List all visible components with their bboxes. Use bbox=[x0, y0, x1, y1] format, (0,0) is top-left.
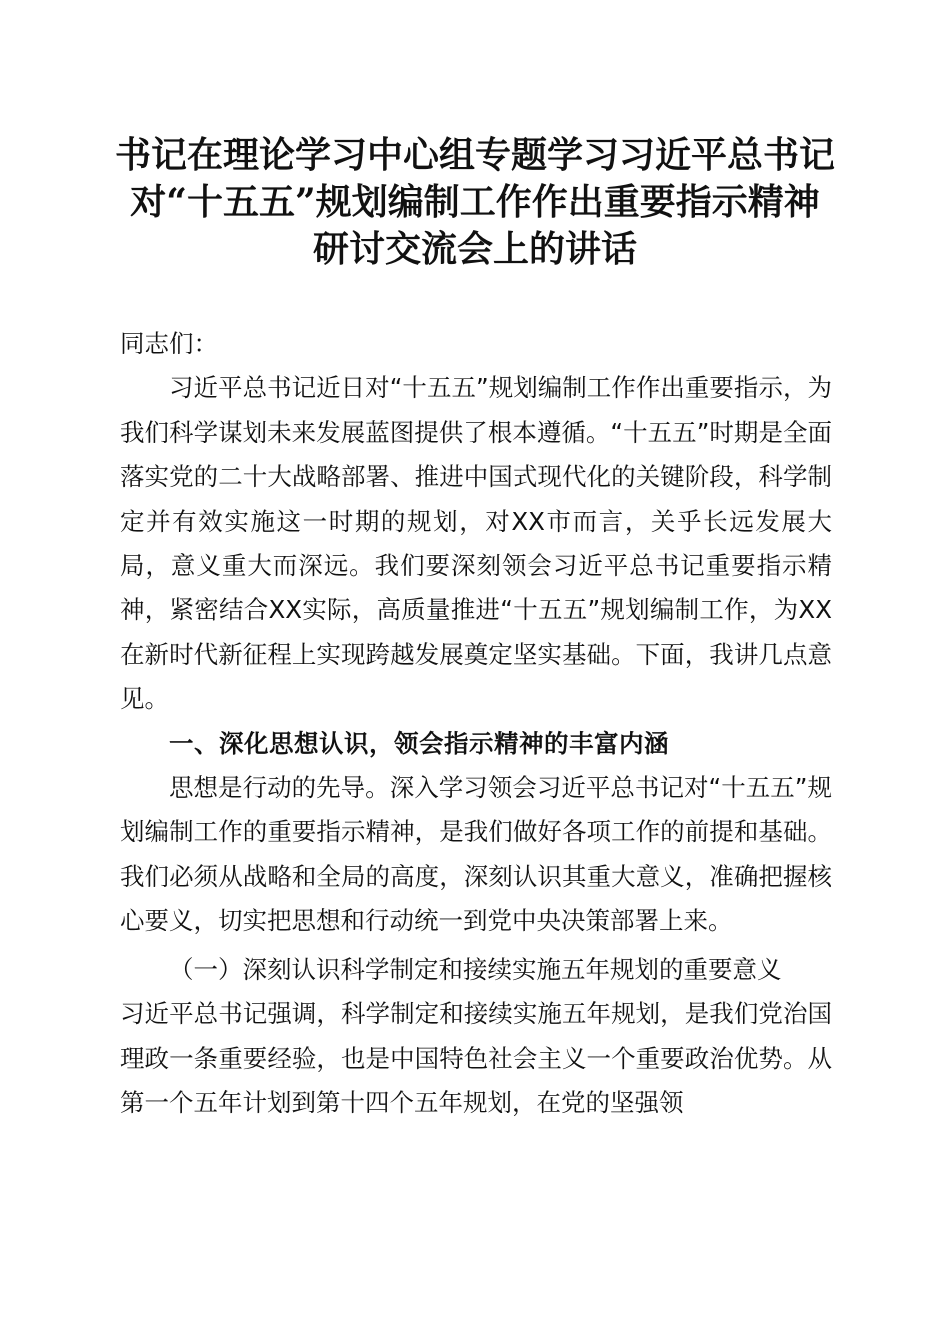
subsection-heading-1: （一）深刻认识科学制定和接续实施五年规划的重要意义 bbox=[169, 954, 782, 984]
section-1-paragraph: 思想是行动的先导。深入学习领会习近平总书记对“十五五”规划编制工作的重要指示精神，是我们做好各项工作的前提和基础。我们必须从战略和全局的高度，深刻认识其重大意义，准确把握核心要义，切实把思想和行动统一到党中央决策部署上来。 bbox=[120, 773, 832, 936]
document-body bbox=[120, 322, 832, 1125]
title-line-3: 研讨交流会上的讲话 bbox=[312, 228, 637, 270]
salutation: 同志们： bbox=[120, 329, 218, 358]
section-heading-1: 一、深化思想认识，领会指示精神的丰富内涵 bbox=[169, 728, 669, 758]
subsection-1-paragraph: 习近平总书记强调，科学制定和接续实施五年规划，是我们党治国理政一条重要经验，也是中国特色社会主义一个重要政治优势。从第一个五年计划到第十四个五年规划，在党的坚强领 bbox=[120, 999, 832, 1117]
intro-paragraph: 习近平总书记近日对“十五五”规划编制工作作出重要指示，为我们科学谋划未来发展蓝图提供了根本遵循。“十五五”时期是全面落实党的二十大战略部署、推进中国式现代化的关键阶段，科学制定并有效实施这一时期的规划，对XX市而言，关乎长远发展大局，意义重大而深远。我们要深刻领会习近平总书记重要指示精神，紧密结合XX实际，高质量推进“十五五”规划编制工作，为XX在新时代新征程上实现跨越发展奠定坚实基础。下面，我讲几点意见。 bbox=[120, 373, 832, 714]
title-line-2: 对“十五五”规划编制工作作出重要指示精神 bbox=[130, 181, 820, 223]
title-line-1: 书记在理论学习中心组专题学习习近平总书记 bbox=[114, 134, 835, 176]
document-title bbox=[100, 132, 850, 273]
